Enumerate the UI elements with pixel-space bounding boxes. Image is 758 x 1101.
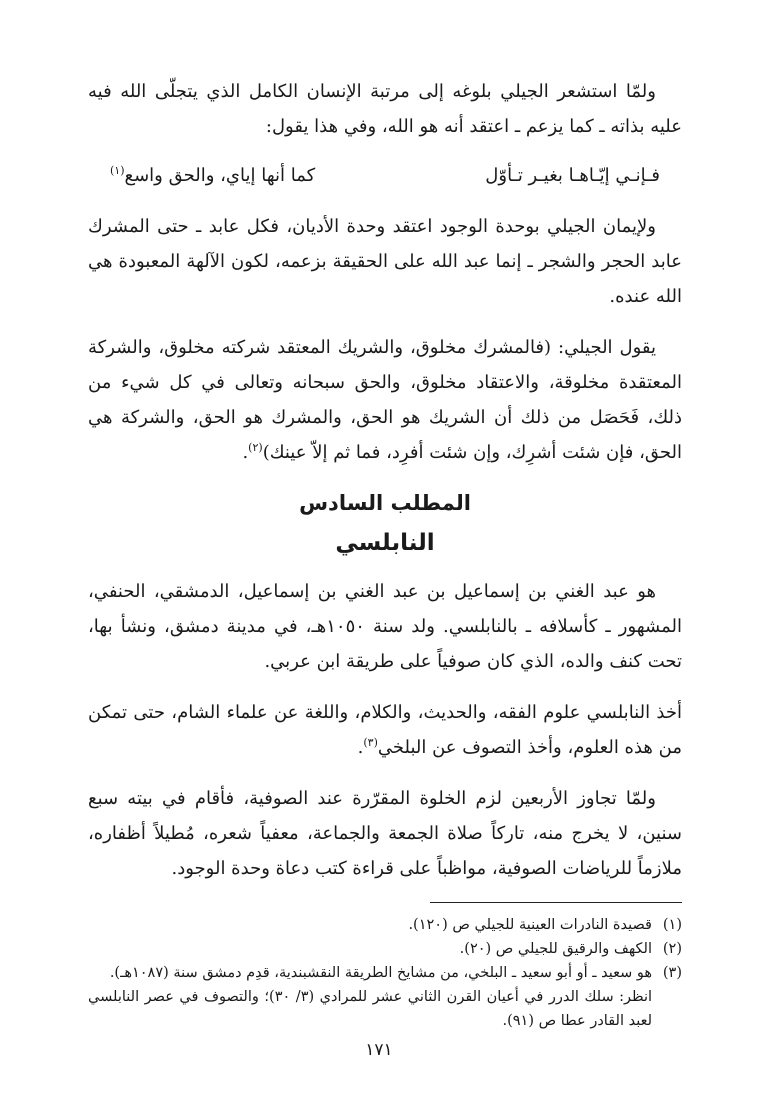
- footnote-2: [88, 937, 682, 961]
- footnote-number: (٣): [662, 965, 682, 981]
- footnote-1: [88, 913, 682, 937]
- paragraph-jili-perfect-man: ولمّا استشعر الجيلي بلوغه إلى مرتبة الإنسان الكامل الذي يتجلّى الله فيه عليه بذاته ـ كما يزعم ـ اعتقد أنه هو الله، وفي هذا يقول:: [88, 81, 682, 137]
- section-heading: المطلب السادس: [299, 491, 471, 515]
- page-number: ١٧١: [365, 1040, 393, 1060]
- paragraph-nabulsi-bio: هو عبد الغني بن إسماعيل بن عبد الغني بن إسماعيل، الدمشقي، الحنفي، المشهور ـ كأسلافه ـ بالنابلسي. ولد سنة ١٠٥٠هـ، في مدينة دمشق، ونشأ بها، تحت كنف والده، الذي كان صوفياً على طريقة ابن عربي.: [88, 581, 683, 672]
- page-body: [88, 74, 682, 1033]
- poem-verse: [88, 158, 682, 193]
- nabulsi-studies-end: .: [357, 737, 364, 758]
- verse-second-hemistich: [88, 158, 315, 193]
- jili-quote-end: .: [242, 442, 249, 463]
- footnote-separator: [430, 902, 682, 903]
- paragraph-nabulsi-seclusion: ولمّا تجاوز الأربعين لزم الخلوة المقرّرة عند الصوفية، فأقام في بيته سبع سنين، لا يخرج منه، تاركاً صلاة الجمعة والجماعة، معفياً شعره، مُطيلاً أظفاره، ملازماً للرياضات الصوفية، مواظباً على قراءة كتب دعاة وحدة الوجود.: [88, 788, 682, 879]
- verse-second-hemistich-text: كما أنها إياي، والحق واسع: [124, 165, 316, 186]
- footnote-ref-2: (٢): [248, 441, 263, 454]
- footnote-text-block: [88, 961, 652, 1033]
- subsection-heading: النابلسي: [335, 530, 435, 556]
- verse-first-hemistich: فـإنـي إيّـاهـا بغيـر تـأوّل: [485, 165, 660, 186]
- footnote-text: هو سعيد ـ أو أبو سعيد ـ البلخي، من مشايخ الطريقة النقشبندية، قدِم دمشق سنة (١٠٨٧هـ).: [109, 965, 652, 981]
- footnote-text: قصيدة النادرات العينية للجيلي ص (١٢٠).: [408, 917, 652, 933]
- paragraph-unity-of-religions: ولإيمان الجيلي بوحدة الوجود اعتقد وحدة الأديان، فكل عابد ـ حتى المشرك عابد الحجر والشجر ـ إنما عبد الله على الحقيقة بزعمه، لكون الآلهة المعبودة هي الله عنده.: [88, 216, 682, 307]
- footnote-3: [88, 961, 682, 1033]
- footnote-text: الكهف والرقيق للجيلي ص (٢٠).: [459, 941, 652, 957]
- footnote-number: (١): [662, 917, 682, 933]
- footnote-ref-3: (٣): [363, 736, 378, 749]
- jili-quote-text: يقول الجيلي: (فالمشرك مخلوق، والشريك المعتقد شركته مخلوق، والشركة المعتقدة مخلوقة، والاعتقاد مخلوق، والحق سبحانه وتعالى في كل شيء من ذلك، فَحَصَل من ذلك أن الشريك هو الحق، والمشرك هو الحق، والشركة هي الحق، فإن شئت أشرِك، وإن شئت أفرِد، فما ثم إلاّ عينك): [88, 337, 682, 463]
- paragraph-nabulsi-studies: [88, 695, 682, 765]
- footnote-number: (٢): [662, 941, 682, 957]
- nabulsi-studies-text: أخذ النابلسي علوم الفقه، والحديث، والكلام، واللغة عن علماء الشام، حتى تمكن من هذه العلوم، وأخذ التصوف عن البلخي: [88, 702, 682, 758]
- paragraph-jili-quote: [88, 330, 682, 470]
- footnote-continuation: انظر: سلك الدرر في أعيان القرن الثاني عشر للمرادي (٣/ ٣٠)؛ والتصوف في عصر النابلسي لعبد القادر عطا ص (٩١).: [88, 989, 653, 1029]
- footnote-ref-1: (١): [110, 164, 125, 177]
